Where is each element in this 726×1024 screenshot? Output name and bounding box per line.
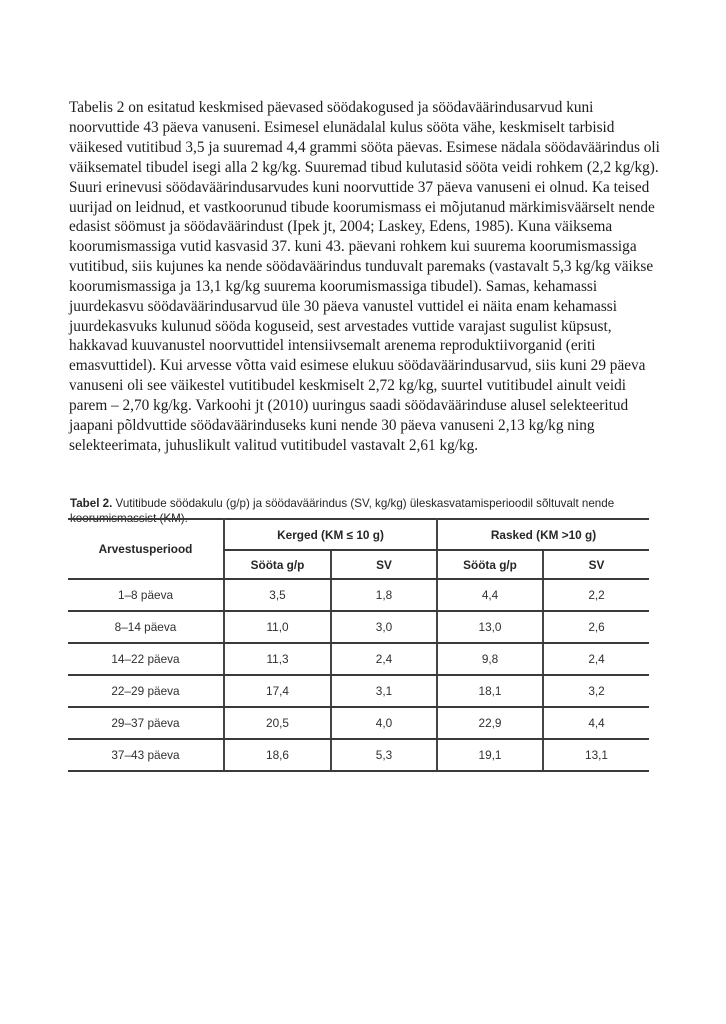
table-group-header-row	[68, 519, 649, 550]
table-cell: 3,1	[331, 675, 437, 707]
table-cell: 18,6	[224, 739, 331, 771]
table-cell: 2,2	[543, 579, 649, 611]
column-header-sv-heavy: SV	[543, 550, 649, 579]
table-cell: 2,4	[331, 643, 437, 675]
table-row	[68, 643, 649, 675]
table-cell: 9,8	[437, 643, 543, 675]
table-cell: 4,0	[331, 707, 437, 739]
table-cell: 11,3	[224, 643, 331, 675]
table-row	[68, 675, 649, 707]
table-cell: 13,0	[437, 611, 543, 643]
table-caption-text: Vutitibude söödakulu (g/p) ja söödaväärindus (SV, kg/kg) üleskasvatamisperioodil sõltuvalt nende koorumismassist (KM).	[70, 496, 615, 525]
cell-period: 22–29 päeva	[68, 675, 224, 707]
cell-period: 29–37 päeva	[68, 707, 224, 739]
cell-period: 8–14 päeva	[68, 611, 224, 643]
table-cell: 13,1	[543, 739, 649, 771]
table-row	[68, 579, 649, 611]
table-cell: 3,0	[331, 611, 437, 643]
table-cell: 11,0	[224, 611, 331, 643]
table-cell: 4,4	[543, 707, 649, 739]
table-row	[68, 707, 649, 739]
table-caption-label: Tabel 2.	[70, 496, 113, 510]
table-cell: 18,1	[437, 675, 543, 707]
table-cell: 1,8	[331, 579, 437, 611]
column-group-kerged: Kerged (KM ≤ 10 g)	[224, 519, 437, 550]
column-header-period: Arvestusperiood	[68, 519, 224, 579]
cell-period: 37–43 päeva	[68, 739, 224, 771]
table-cell: 2,6	[543, 611, 649, 643]
table-row	[68, 739, 649, 771]
table-cell: 3,2	[543, 675, 649, 707]
table-cell: 2,4	[543, 643, 649, 675]
body-paragraph: Tabelis 2 on esitatud keskmised päevased söödakogused ja söödaväärindusarvud kuni noorvuttide 43 päeva vanuseni. Esimesel elunädalal kulus sööta vähe, keskmiselt tarbisid väikesed vutitibud 3,5 ja suuremad 4,4 grammi sööta päevas. Esimese nädala söödaväärindus oli väiksematel tibudel isegi alla 2 kg/kg. Suuremad tibud kulutasid sööta veidi rohkem (2,2 kg/kg). Suuri erinevusi söödaväärindusarvudes kuni noorvuttide 37 päeva vanuseni ei olnud. Ka teised uurijad on leidnud, et vastkoorunud tibude koorumismass ei mõjutanud märkimisväärselt nende edasist söömust ja söödaväärindust (Ipek jt, 2004; Laskey, Edens, 1985). Kuna väiksema koorumismassiga vutid kasvasid 37. kuni 43. päevani rohkem kui suurema koorumismassiga vutitibud, siis kujunes ka nende söödaväärindus tunduvalt paremaks (vastavalt 5,3 kg/kg väikse koorumismassiga ja 13,1 kg/kg suurema koorumismassiga tibudel). Samas, kehamassi juurdekasvu söödaväärindusarvud üle 30 päeva vanustel vuttidel ei näita enam kehamassi juurdekasvuks kulunud sööda koguseid, sest arvestades vuttide varajast sugulist küpsust, hakkavad kuuvanustel noorvuttidel intensiivsemalt arenema reproduktiivorganid (eriti emasvuttidel). Kui arvesse võtta vaid esimese elukuu söödaväärindusarvud, siis kuni 29 päeva vanuseni oli see väikestel vutitibudel keskmiselt 2,72 kg/kg, suurtel vutitibudel ainult veidi parem – 2,70 kg/kg. Varkoohi jt (2010) uuringus saadi söödaväärinduse alusel selekteeritud jaapani põldvuttide söödaväärinduseks kuni nende 30 päeva vanuseni 2,13 kg/kg ning selekteerimata, juhuslikult valitud vutitibudel vastavalt 2,61 kg/kg.	[69, 99, 660, 454]
column-header-sv-light: SV	[331, 550, 437, 579]
column-group-rasked: Rasked (KM >10 g)	[437, 519, 649, 550]
feed-consumption-table	[68, 518, 649, 772]
table-cell: 19,1	[437, 739, 543, 771]
column-header-feed-light: Sööta g/p	[224, 550, 331, 579]
table-cell: 4,4	[437, 579, 543, 611]
table-cell: 5,3	[331, 739, 437, 771]
table-cell: 17,4	[224, 675, 331, 707]
table-cell: 3,5	[224, 579, 331, 611]
table-row	[68, 611, 649, 643]
table-cell: 20,5	[224, 707, 331, 739]
column-header-feed-heavy: Sööta g/p	[437, 550, 543, 579]
cell-period: 1–8 päeva	[68, 579, 224, 611]
cell-period: 14–22 päeva	[68, 643, 224, 675]
table-cell: 22,9	[437, 707, 543, 739]
